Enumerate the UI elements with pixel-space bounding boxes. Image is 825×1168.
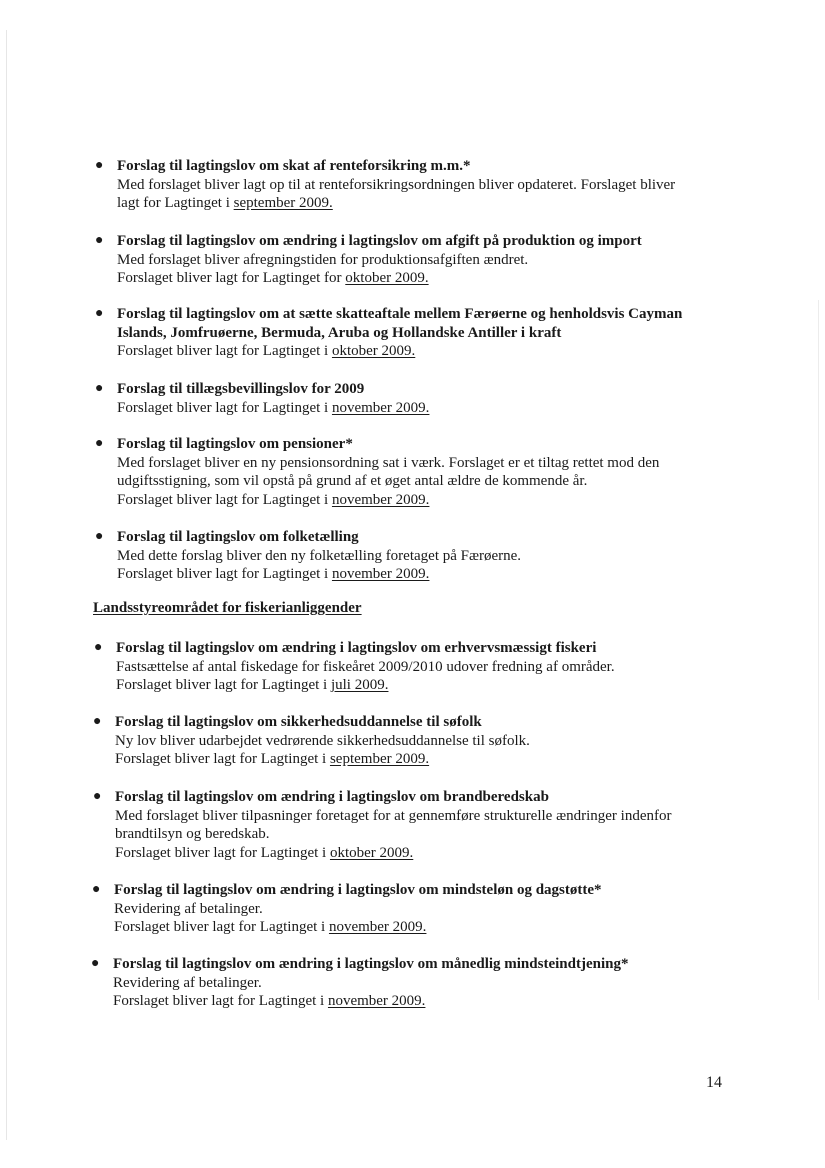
item-text-line: Forslaget bliver lagt for Lagtinget i november 2009. bbox=[117, 399, 430, 416]
bullet-icon: ● bbox=[95, 381, 104, 396]
item-text-line: brandtilsyn og beredskab. bbox=[115, 826, 270, 842]
item-title: Forslag til tillægsbevillingslov for 2009 bbox=[117, 381, 365, 397]
item-text-line: udgiftsstigning, som vil opstå på grund af et øget antal ældre de kommende år. bbox=[117, 473, 588, 489]
item-title: Forslag til lagtingslov om ændring i lagtingslov om erhvervsmæssigt fiskeri bbox=[116, 640, 597, 656]
item-text-line: Forslaget bliver lagt for Lagtinget i juli 2009. bbox=[116, 677, 389, 693]
bullet-icon: ● bbox=[94, 640, 103, 655]
item-text-line: Forslaget bliver lagt for Lagtinget i oktober 2009. bbox=[115, 844, 414, 861]
item-title: Forslag til lagtingslov om at sætte skatteaftale mellem Færøerne og henholdsvis Cayman bbox=[117, 306, 683, 322]
item-title: Forslag til lagtingslov om ændring i lagtingslov om mindsteløn og dagstøtte* bbox=[114, 882, 602, 898]
bullet-icon: ● bbox=[91, 956, 100, 971]
list-item bbox=[95, 157, 757, 213]
item-text-line: Forslaget bliver lagt for Lagtinget for oktober 2009. bbox=[117, 270, 429, 286]
bullet-icon: ● bbox=[93, 789, 102, 804]
list-item bbox=[95, 435, 757, 509]
list-item bbox=[95, 380, 757, 417]
item-text-line: Med forslaget bliver en ny pensionsordning sat i værk. Forslaget er et tiltag rettet mod den bbox=[117, 454, 660, 471]
item-title: Forslag til lagtingslov om folketælling bbox=[117, 529, 359, 545]
item-text-line: Fastsættelse af antal fiskedage for fiskeåret 2009/2010 udover fredning af områder. bbox=[116, 658, 615, 675]
item-text-line: lagt for Lagtinget i september 2009. bbox=[117, 195, 333, 211]
item-text-line: Forslaget bliver lagt for Lagtinget i november 2009. bbox=[114, 919, 427, 935]
bullet-icon: ● bbox=[95, 158, 104, 173]
item-title-continued: Islands, Jomfruøerne, Bermuda, Aruba og Hollandske Antiller i kraft bbox=[117, 324, 562, 341]
bullet-icon: ● bbox=[95, 233, 104, 248]
item-text-line: Revidering af betalinger. bbox=[113, 974, 262, 991]
section-heading: Landsstyreområdet for fiskerianliggender bbox=[93, 600, 362, 616]
submission-date: juli 2009. bbox=[330, 677, 389, 693]
submission-date: oktober 2009. bbox=[331, 343, 416, 359]
list-item bbox=[92, 881, 754, 937]
submission-date: november 2009. bbox=[331, 566, 430, 582]
list-item bbox=[93, 713, 755, 769]
submission-date: november 2009. bbox=[331, 491, 430, 508]
item-text-line: Revidering af betalinger. bbox=[114, 900, 263, 917]
item-text-line: Forslaget bliver lagt for Lagtinget i oktober 2009. bbox=[117, 343, 416, 359]
submission-date: november 2009. bbox=[331, 399, 430, 416]
item-title: Forslag til lagtingslov om sikkerhedsuddannelse til søfolk bbox=[115, 714, 482, 730]
list-item bbox=[95, 528, 757, 584]
bullet-icon: ● bbox=[92, 882, 101, 897]
submission-date: september 2009. bbox=[233, 195, 333, 211]
submission-date: november 2009. bbox=[327, 993, 426, 1009]
item-text-line: Med forslaget bliver afregningstiden for produktionsafgiften ændret. bbox=[117, 251, 529, 268]
item-title: Forslag til lagtingslov om pensioner* bbox=[117, 436, 353, 452]
scan-edge-left bbox=[6, 30, 7, 1140]
item-text-line: Ny lov bliver udarbejdet vedrørende sikkerhedsuddannelse til søfolk. bbox=[115, 732, 530, 749]
submission-date: oktober 2009. bbox=[329, 844, 414, 861]
scan-edge-right bbox=[818, 300, 819, 1000]
list-item bbox=[94, 639, 756, 695]
item-title: Forslag til lagtingslov om ændring i lagtingslov om månedlig mindsteindtjening* bbox=[113, 956, 629, 972]
item-text-line: Med forslaget bliver tilpasninger foretaget for at gennemføre strukturelle ændringer indenfor bbox=[115, 807, 672, 824]
item-text-line: Forslaget bliver lagt for Lagtinget i november 2009. bbox=[113, 993, 426, 1009]
list-item bbox=[93, 788, 755, 862]
submission-date: november 2009. bbox=[328, 919, 427, 935]
bullet-icon: ● bbox=[95, 436, 104, 451]
page-number: 14 bbox=[706, 1074, 722, 1091]
item-text-line: Forslaget bliver lagt for Lagtinget i november 2009. bbox=[117, 491, 430, 508]
item-title: Forslag til lagtingslov om ændring i lagtingslov om afgift på produktion og import bbox=[117, 233, 642, 249]
bullet-icon: ● bbox=[93, 714, 102, 729]
bullet-icon: ● bbox=[95, 529, 104, 544]
item-text-line: Med dette forslag bliver den ny folketælling foretaget på Færøerne. bbox=[117, 547, 522, 564]
item-title: Forslag til lagtingslov om skat af renteforsikring m.m.* bbox=[117, 158, 471, 174]
bullet-icon: ● bbox=[95, 306, 104, 321]
item-text-line: Forslaget bliver lagt for Lagtinget i september 2009. bbox=[115, 751, 430, 767]
item-title: Forslag til lagtingslov om ændring i lagtingslov om brandberedskab bbox=[115, 789, 549, 805]
submission-date: september 2009. bbox=[329, 751, 430, 767]
item-text-line: Med forslaget bliver lagt op til at renteforsikringsordningen bliver opdateret. Forslaget bliver bbox=[117, 176, 676, 193]
submission-date: oktober 2009. bbox=[345, 270, 429, 286]
list-item bbox=[91, 955, 753, 1011]
list-item bbox=[95, 305, 757, 361]
list-item bbox=[95, 232, 757, 288]
item-text-line: Forslaget bliver lagt for Lagtinget i november 2009. bbox=[117, 566, 430, 582]
